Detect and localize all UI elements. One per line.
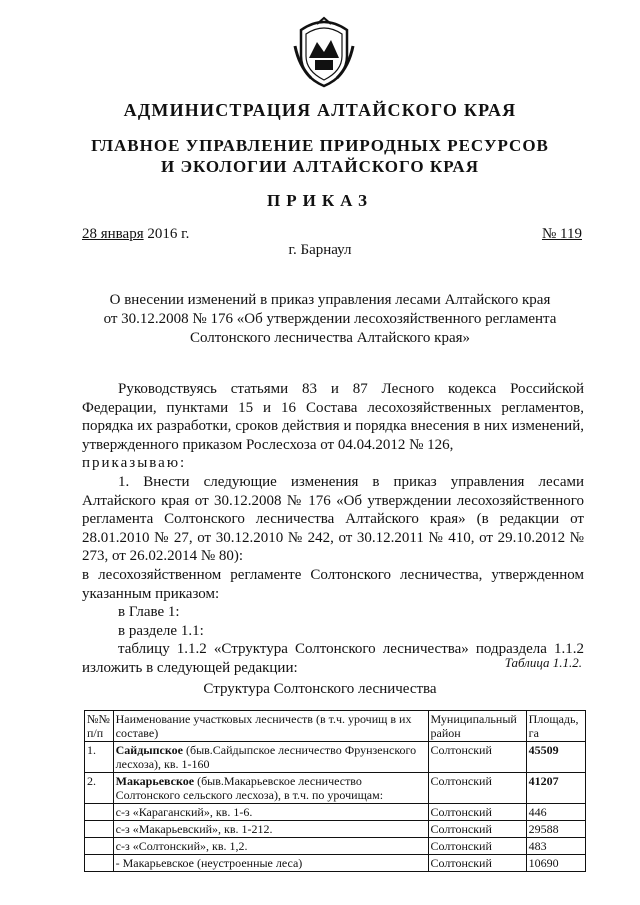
order-number-value: 119 bbox=[560, 226, 582, 242]
row-area: 446 bbox=[526, 804, 585, 821]
row-name-text: с-з «Макарьевский», кв. 1-212. bbox=[115, 822, 273, 836]
order-body bbox=[82, 380, 584, 678]
paragraph-chapter: в Главе 1: bbox=[118, 604, 180, 621]
table-caption: Таблица 1.1.2. bbox=[504, 655, 582, 670]
paragraph-basis: Руководствуясь статьями 83 и 87 Лесного кодекса Российской Федерации, пунктами 15 и 16 Состава лесохозяйственных регламентов, порядка их разработки, сроков действия и порядка внесения в них изменений, утвержденного приказом Рослесхоза от 04.04.2012 № 126, bbox=[82, 381, 584, 453]
table-row bbox=[85, 742, 586, 773]
paragraph-table-instruction: таблицу 1.1.2 «Структура Солтонского лесничества» подраздела 1.1.2 изложить в следующей редакции: bbox=[82, 641, 584, 676]
row-name bbox=[113, 821, 428, 838]
header-num: №№ п/п bbox=[85, 711, 114, 742]
row-num bbox=[85, 821, 114, 838]
row-area: 29588 bbox=[526, 821, 585, 838]
row-area: 45509 bbox=[526, 742, 585, 773]
paragraph-order-word: приказываю: bbox=[82, 455, 187, 472]
subject-line3: Солтонского лесничества Алтайского края» bbox=[190, 330, 470, 346]
department-title-line1: ГЛАВНОЕ УПРАВЛЕНИЕ ПРИРОДНЫХ РЕСУРСОВ bbox=[91, 136, 549, 155]
row-name bbox=[113, 838, 428, 855]
department-title bbox=[0, 135, 640, 177]
table-row bbox=[85, 855, 586, 872]
row-area: 10690 bbox=[526, 855, 585, 872]
row-name bbox=[113, 742, 428, 773]
table-title: Структура Солтонского лесничества bbox=[203, 681, 437, 697]
table-row bbox=[85, 838, 586, 855]
row-num bbox=[85, 855, 114, 872]
order-number-prefix: № bbox=[541, 226, 561, 242]
paragraph-regulation: в лесохозяйственном регламенте Солтонского лесничества, утвержденном указанным приказом: bbox=[82, 566, 584, 602]
row-num: 1. bbox=[85, 742, 114, 773]
order-date bbox=[82, 226, 189, 243]
row-num bbox=[85, 804, 114, 821]
header-district: Муниципальный район bbox=[428, 711, 526, 742]
paragraph-item-1: 1. Внести следующие изменения в приказ управления лесами Алтайского края от 30.12.2008 № 176 «Об утверждении лесохозяйственного регламента Солтонского лесничества Алтайского края» (в редакции от 28.01.2010 № 27, от 30.12.2010 № 242, от 30.12.2011 № 410, от 29.10.2012 № 273, от 26.02.2014 № 80): bbox=[82, 473, 584, 565]
row-district: Солтонский bbox=[428, 821, 526, 838]
table-row bbox=[85, 773, 586, 804]
subject-line2: от 30.12.2008 № 176 «Об утверждении лесохозяйственного регламента bbox=[103, 311, 557, 327]
subject-line1: О внесении изменений в приказ управления лесами Алтайского края bbox=[109, 292, 551, 308]
row-district: Солтонский bbox=[428, 838, 526, 855]
row-district: Солтонский bbox=[428, 773, 526, 804]
row-area: 483 bbox=[526, 838, 585, 855]
row-district: Солтонский bbox=[428, 855, 526, 872]
table-row bbox=[85, 821, 586, 838]
row-name bbox=[113, 773, 428, 804]
row-name-bold: Макарьевское bbox=[115, 774, 195, 788]
row-district: Солтонский bbox=[428, 804, 526, 821]
order-number bbox=[542, 226, 582, 243]
row-num: 2. bbox=[85, 773, 114, 804]
row-name bbox=[113, 804, 428, 821]
row-district: Солтонский bbox=[428, 742, 526, 773]
row-num bbox=[85, 838, 114, 855]
forestry-structure-table bbox=[84, 710, 586, 872]
row-name-text: с-з «Солтонский», кв. 1,2. bbox=[115, 839, 248, 853]
header-name: Наименование участковых лесничеств (в т.ч. урочищ в их составе) bbox=[113, 711, 428, 742]
row-area: 41207 bbox=[526, 773, 585, 804]
department-title-line2: И ЭКОЛОГИИ АЛТАЙСКОГО КРАЯ bbox=[161, 157, 479, 176]
administration-title: АДМИНИСТРАЦИЯ АЛТАЙСКОГО КРАЯ bbox=[123, 100, 517, 120]
row-name-text: с-з «Караганский», кв. 1-6. bbox=[115, 805, 253, 819]
table-header-row bbox=[85, 711, 586, 742]
order-heading: ПРИКАЗ bbox=[267, 191, 373, 210]
table-row bbox=[85, 804, 586, 821]
header-area: Площадь, га bbox=[526, 711, 585, 742]
row-name-bold: Сайдыпское bbox=[115, 743, 183, 757]
row-name-text: - Макарьевское (неустроенные леса) bbox=[115, 856, 303, 870]
paragraph-section: в разделе 1.1: bbox=[118, 622, 204, 639]
coat-of-arms-emblem bbox=[293, 16, 355, 88]
order-date-year: 2016 г. bbox=[143, 226, 190, 242]
order-city: г. Барнаул bbox=[288, 242, 352, 258]
row-name-text: (быв.Сайдыпское лесничество Фрунзенского лесхоза), кв. 1-160 bbox=[115, 743, 417, 771]
order-date-day: 28 января bbox=[82, 226, 144, 242]
row-name-text: (быв.Макарьевское лесничество Солтонского сельского лесхоза), в т.ч. по урочищам: bbox=[115, 774, 384, 802]
row-name bbox=[113, 855, 428, 872]
order-subject bbox=[70, 291, 590, 348]
